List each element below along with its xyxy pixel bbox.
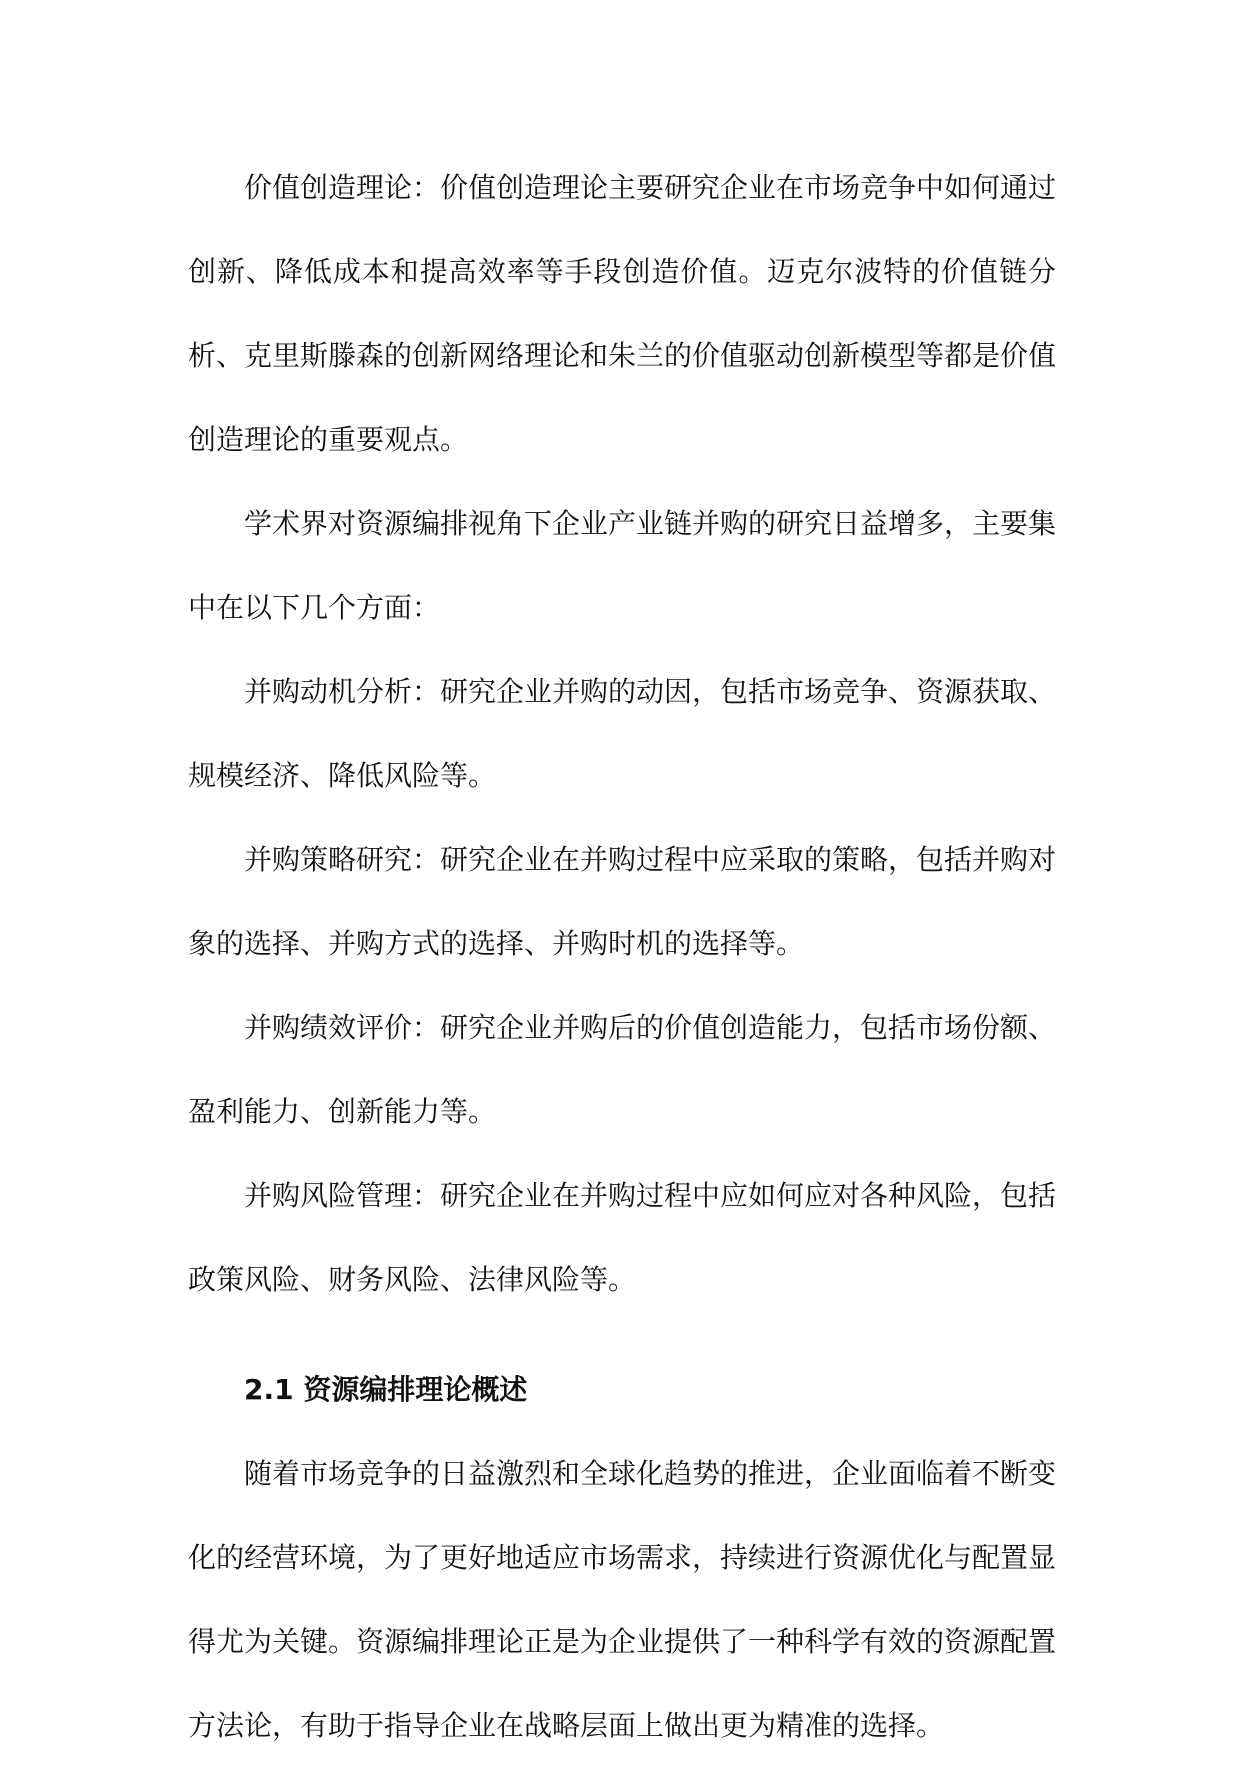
- paragraph-ma-performance-evaluation: 并购绩效评价：研究企业并购后的价值创造能力，包括市场份额、盈利能力、创新能力等。: [188, 1011, 1057, 1128]
- paragraph-ma-strategy-research: 并购策略研究：研究企业在并购过程中应采取的策略，包括并购对象的选择、并购方式的选择、并购时机的选择等。: [188, 843, 1057, 960]
- section-heading: 2.1 资源编排理论概述: [244, 1373, 528, 1406]
- paragraph-ma-motive-analysis: 并购动机分析：研究企业并购的动因，包括市场竞争、资源获取、规模经济、降低风险等。: [188, 675, 1057, 792]
- paragraph-value-creation-theory: 价值创造理论：价值创造理论主要研究企业在市场竞争中如何通过创新、降低成本和提高效率等手段创造价值。迈克尔波特的价值链分析、克里斯滕森的创新网络理论和朱兰的价值驱动创新模型等都是价值创造理论的重要观点。: [188, 171, 1057, 456]
- paragraph-research-overview: 学术界对资源编排视角下企业产业链并购的研究日益增多，主要集中在以下几个方面：: [188, 507, 1057, 624]
- document-body: [188, 146, 1056, 1768]
- paragraph-ma-risk-management: 并购风险管理：研究企业在并购过程中应如何应对各种风险，包括政策风险、财务风险、法律风险等。: [188, 1179, 1057, 1296]
- paragraph-resource-orchestration-intro: 随着市场竞争的日益激烈和全球化趋势的推进，企业面临着不断变化的经营环境，为了更好地适应市场需求，持续进行资源优化与配置显得尤为关键。资源编排理论正是为企业提供了一种科学有效的资源配置方法论，有助于指导企业在战略层面上做出更为精准的选择。: [188, 1457, 1057, 1742]
